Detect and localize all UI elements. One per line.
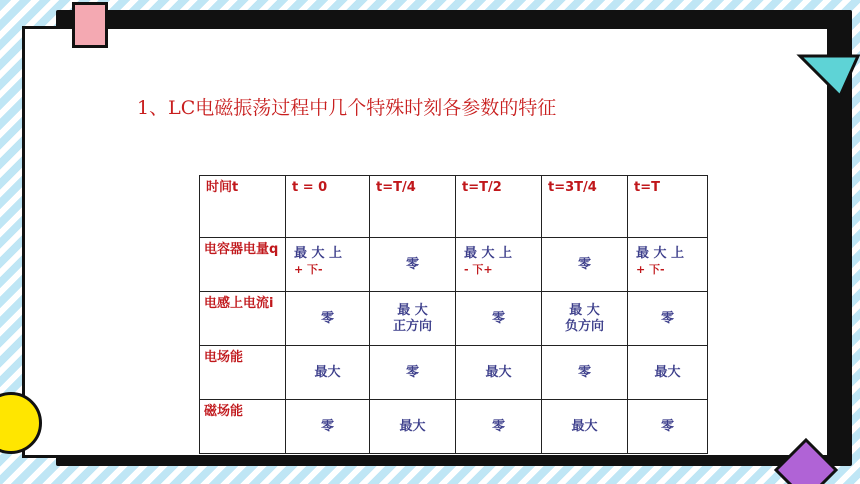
table-cell: 零 [456, 400, 542, 454]
row-label-charge: 电容器电量q [200, 238, 286, 292]
table-row-current [200, 292, 708, 346]
table-cell [542, 292, 628, 346]
cell-main-text: 最 大 上 [294, 246, 343, 261]
table-cell: 零 [286, 400, 370, 454]
pink-tab-decoration [72, 2, 108, 48]
table-row-magnetic-energy [200, 400, 708, 454]
teal-triangle-decoration [794, 52, 860, 100]
header-cell-t-three-quarter: t=3T/4 [542, 176, 628, 238]
cell-sub-text: + 下- [636, 263, 665, 276]
parameter-table [199, 175, 708, 454]
table-cell: 零 [542, 346, 628, 400]
table-cell: 零 [628, 400, 708, 454]
table-cell [456, 238, 542, 292]
table-row-charge [200, 238, 708, 292]
cell-sub-text: 负方向 [564, 318, 604, 334]
table-cell: 最大 [628, 346, 708, 400]
table-cell [286, 238, 370, 292]
table-cell: 零 [628, 292, 708, 346]
table-cell: 零 [286, 292, 370, 346]
row-label-magnetic-energy: 磁场能 [200, 400, 286, 454]
cell-main-text: 最 大 上 [464, 246, 513, 261]
header-cell-t-full: t=T [628, 176, 708, 238]
header-cell-t-quarter: t=T/4 [370, 176, 456, 238]
table-cell [628, 238, 708, 292]
table-cell: 最大 [286, 346, 370, 400]
cell-sub-text: - 下+ [464, 263, 493, 276]
purple-diamond-decoration [770, 436, 840, 484]
cell-main-text: 最 大 [569, 302, 600, 318]
row-label-current: 电感上电流i [200, 292, 286, 346]
table-cell: 零 [456, 292, 542, 346]
table-cell [370, 292, 456, 346]
table-cell: 零 [542, 238, 628, 292]
cell-main-text: 最 大 [397, 302, 428, 318]
cell-sub-text: 正方向 [392, 318, 432, 334]
table-cell: 零 [370, 238, 456, 292]
table-row-electric-energy [200, 346, 708, 400]
table-cell: 零 [370, 346, 456, 400]
slide-title: 1、LC电磁振荡过程中几个特殊时刻各参数的特征 [137, 97, 557, 119]
table-cell: 最大 [370, 400, 456, 454]
table-cell: 最大 [542, 400, 628, 454]
cell-sub-text: + 下- [294, 263, 323, 276]
row-label-electric-energy: 电场能 [200, 346, 286, 400]
slide-canvas [22, 26, 830, 458]
header-cell-t-half: t=T/2 [456, 176, 542, 238]
header-row [200, 176, 708, 238]
header-cell-t0: t = 0 [286, 176, 370, 238]
table-cell: 最大 [456, 346, 542, 400]
header-cell-time: 时间t [200, 176, 286, 238]
cell-main-text: 最 大 上 [636, 246, 685, 261]
